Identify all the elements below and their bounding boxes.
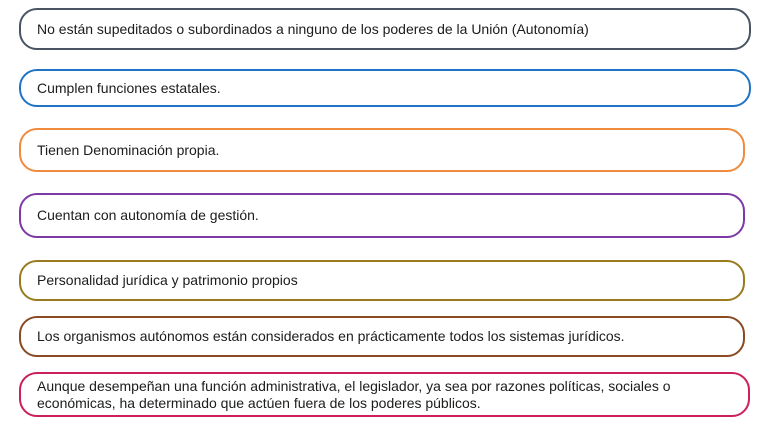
characteristic-box-personalidad-juridica [19, 260, 745, 301]
characteristic-box-denominacion [19, 128, 745, 172]
characteristic-text: No están supeditados o subordinados a ninguno de los poderes de la Unión (Autonomía) [37, 20, 589, 37]
characteristic-text: Los organismos autónomos están considerados en prácticamente todos los sistemas jurídicos. [37, 328, 625, 344]
characteristic-box-autonomia [19, 8, 751, 50]
characteristic-box-funciones-estatales [19, 69, 751, 107]
characteristic-text: Personalidad jurídica y patrimonio propios [37, 272, 298, 288]
characteristic-text: Cumplen funciones estatales. [37, 79, 221, 96]
characteristic-box-sistemas-juridicos [19, 316, 745, 357]
characteristic-text: Aunque desempeñan una función administrativa, el legislador, ya sea por razones políticas, sociales o económicas, ha determinado que actúen fuera de los poderes públicos. [37, 378, 671, 411]
characteristic-box-funcion-administrativa [19, 372, 750, 417]
characteristic-text: Tienen Denominación propia. [37, 141, 220, 158]
characteristic-box-autonomia-gestion [19, 193, 745, 238]
characteristic-text: Cuentan con autonomía de gestión. [37, 207, 259, 223]
